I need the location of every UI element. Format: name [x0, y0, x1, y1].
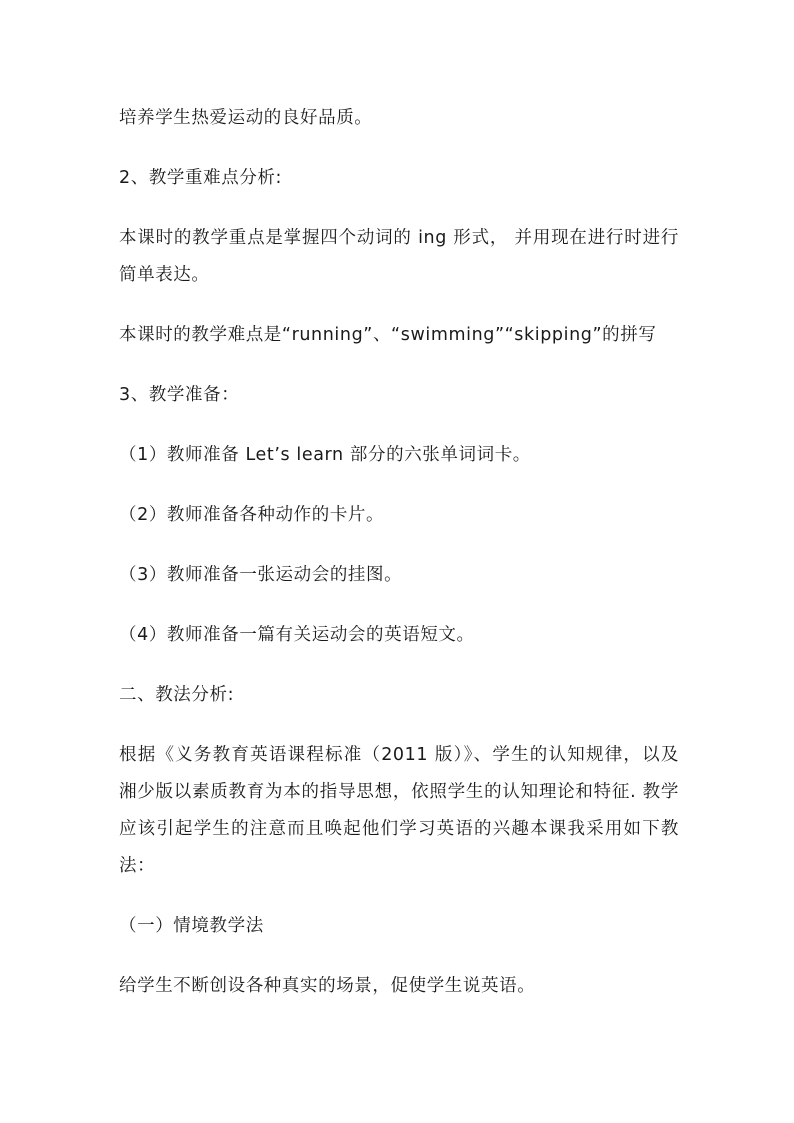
prep-item-1: （1）教师准备 Let’s learn 部分的六张单词词卡。 — [119, 445, 531, 465]
document-body — [119, 100, 679, 1028]
paragraph-situational-method: 给学生不断创设各种真实的场景，促使学生说英语。 — [119, 976, 536, 996]
prep-item-4: （4）教师准备一篇有关运动会的英语短文。 — [119, 625, 475, 645]
paragraph-goal-end: 培养学生热爱运动的良好品质。 — [119, 108, 373, 128]
heading-teaching-method: 二、教法分析: — [119, 685, 235, 705]
paragraph-method-basis: 根据《义务教育英语课程标准（2011 版）》、学生的认知规律，以及湘少版以素质教育为本的指导思想，依照学生的认知理论和特征. 教学应该引起学生的注意而且唤起他们学习英语的兴趣本课我采用如下教法： — [119, 745, 679, 876]
heading-situational-method: （一）情境教学法 — [119, 916, 264, 936]
heading-key-difficult-points: 2、教学重难点分析: — [119, 168, 283, 188]
prep-item-2: （2）教师准备各种动作的卡片。 — [119, 505, 385, 525]
paragraph-key-point: 本课时的教学重点是掌握四个动词的 ing 形式， 并用现在进行时进行简单表达。 — [119, 228, 679, 285]
prep-item-3: （3）教师准备一张运动会的挂图。 — [119, 565, 403, 585]
heading-teaching-preparation: 3、教学准备： — [119, 385, 240, 405]
paragraph-difficult-point: 本课时的教学难点是“running”、“swimming”“skipping”的拼写 — [119, 325, 657, 345]
